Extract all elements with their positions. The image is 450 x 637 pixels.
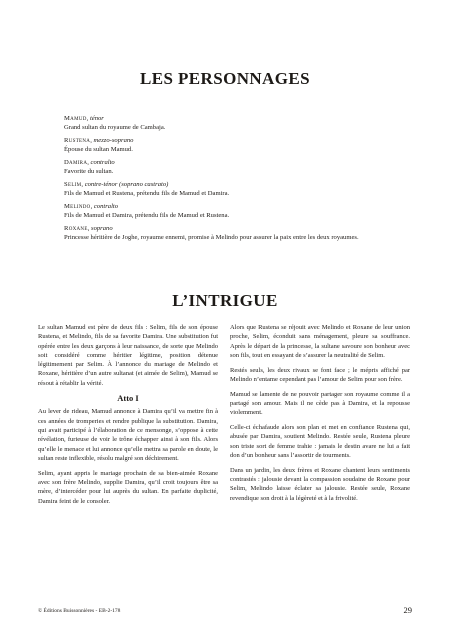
cast-entry <box>64 180 394 198</box>
cast-entry <box>64 202 394 220</box>
character-description: Favorite du sultan. <box>64 168 114 175</box>
paragraph: Celle-ci échafaude alors son plan et met en confiance Rustena qui, abusée par Damira, soutient Melindo. Restée seule, Rustena pleure son triste sort de femme trahie : jamais le destin avare ne lui a fait don d’un bonheur sans l’assortir de tourments. <box>230 424 410 460</box>
paragraph: Mamud se lamente de ne pouvoir partager son royaume comme il a partagé son amour. Mais il ne cède pas à Damira, et la repousse violemment. <box>230 390 410 417</box>
cast-name-line: Rustena, mezzo-soprano <box>64 137 134 144</box>
paragraph: Dans un jardin, les deux frères et Roxane chantent leurs sentiments contrastés : jalousie devant la compassion soudaine de Roxane pour Selim, Melindo laisse éclater sa jalousie. Restée seule, Roxane revendique son droit à la légèreté et à la frivolité. <box>230 466 410 502</box>
paragraph: Au lever de rideau, Mamud annonce à Damira qu’il va mettre fin à ces années de tromperies et rendre publique la substitution. Damira, qui avait participé à l’élaboration de ce mensonge, s’oppose à cette révélation, furieuse de voir le trône échapper ainsi à son fils. Alors qu’elle le menace et lui annonce qu’elle mettra sa parole en doute, le sultan reste inflexible, résolu malgré son déchirement. <box>38 408 218 462</box>
character-name: Roxane <box>64 225 88 232</box>
right-column <box>230 323 410 509</box>
voice-type: ténor <box>89 115 104 122</box>
character-name: Rustena <box>64 137 91 144</box>
voice-type: mezzo-soprano <box>93 137 134 144</box>
character-description: Épouse du sultan Mamud. <box>64 146 133 153</box>
character-name: Damira <box>64 159 88 166</box>
paragraph: Le sultan Mamud est père de deux fils : Selim, fils de son épouse Rustena, et Melindo, fils de sa favorite Damira. Une substitution fut opérée entre les deux garçons à leur naissance, de sorte que Melindo soit considéré comme héritier légitime, position détenue légitimement par Selim. À l’annonce du mariage de Melindo et Roxane, héritière d’un autre sultanat (et aimée de Selim), Mamud se résout à rétablir la vérité. <box>38 324 218 387</box>
character-description: Grand sultan du royaume de Cambaja. <box>64 124 166 131</box>
paragraph: Restés seuls, les deux rivaux se font face ; le mépris affiché par Melindo n’entame cependant pas l’amour de Selim pour son frère. <box>230 366 410 383</box>
cast-entry <box>64 158 394 176</box>
cast-name-line: Selim, contre-ténor (soprano castrato) <box>64 181 169 188</box>
character-description: Princesse héritière de Joghe, royaume ennemi, promise à Melindo pour assurer la paix entre les deux royaumes. <box>64 234 359 241</box>
cast-name-line: Damira, contralto <box>64 159 115 166</box>
cast-entry <box>64 114 394 132</box>
voice-type: contralto <box>90 159 115 166</box>
paragraph: Selim, ayant appris le mariage prochain de sa bien-aimée Roxane avec son frère Melindo, supplie Damira, qu’il croit toujours être sa mère, d’intercéder pour lui auprès du sultan. En parfaite duplicité, Damira feint de le consoler. <box>38 469 218 505</box>
voice-type: contre-ténor (soprano castrato) <box>84 181 169 188</box>
page-number: 29 <box>403 605 412 615</box>
voice-type: contralto <box>93 203 119 210</box>
cast-name-line: Roxane, soprano <box>64 225 113 232</box>
heading-characters: LES PERSONNAGES <box>140 69 310 88</box>
character-name: Mamud <box>64 115 87 122</box>
character-name: Selim <box>64 181 82 188</box>
cast-entry <box>64 224 394 242</box>
cast-name-line: Melindo, contralto <box>64 203 119 210</box>
act-title: Atto I <box>117 393 139 404</box>
left-column <box>38 323 218 511</box>
character-description: Fils de Mamud et Rustena, prétendu fils de Mamud et Damira. <box>64 190 230 197</box>
paragraph: Alors que Rustena se réjouit avec Melindo et Roxane de leur union proche, Selim, éconduit sans ménagement, pleure sa souffrance. Après le départ de la princesse, la sultane savoure son bonheur avec son fils, tout en essayant de s’assurer la neutralité de Selim. <box>230 324 410 359</box>
cast-entry <box>64 136 394 154</box>
cast-list <box>64 114 394 246</box>
character-description: Fils de Mamud et Damira, prétendu fils de Mamud et Rustena. <box>64 212 230 219</box>
cast-name-line: Mamud, ténor <box>64 115 104 122</box>
voice-type: soprano <box>91 225 113 232</box>
character-name: Melindo <box>64 203 91 210</box>
heading-plot: L’INTRIGUE <box>172 291 278 310</box>
footer-copyright: © Éditions Buissonnières - EB-2-178 <box>38 608 121 614</box>
